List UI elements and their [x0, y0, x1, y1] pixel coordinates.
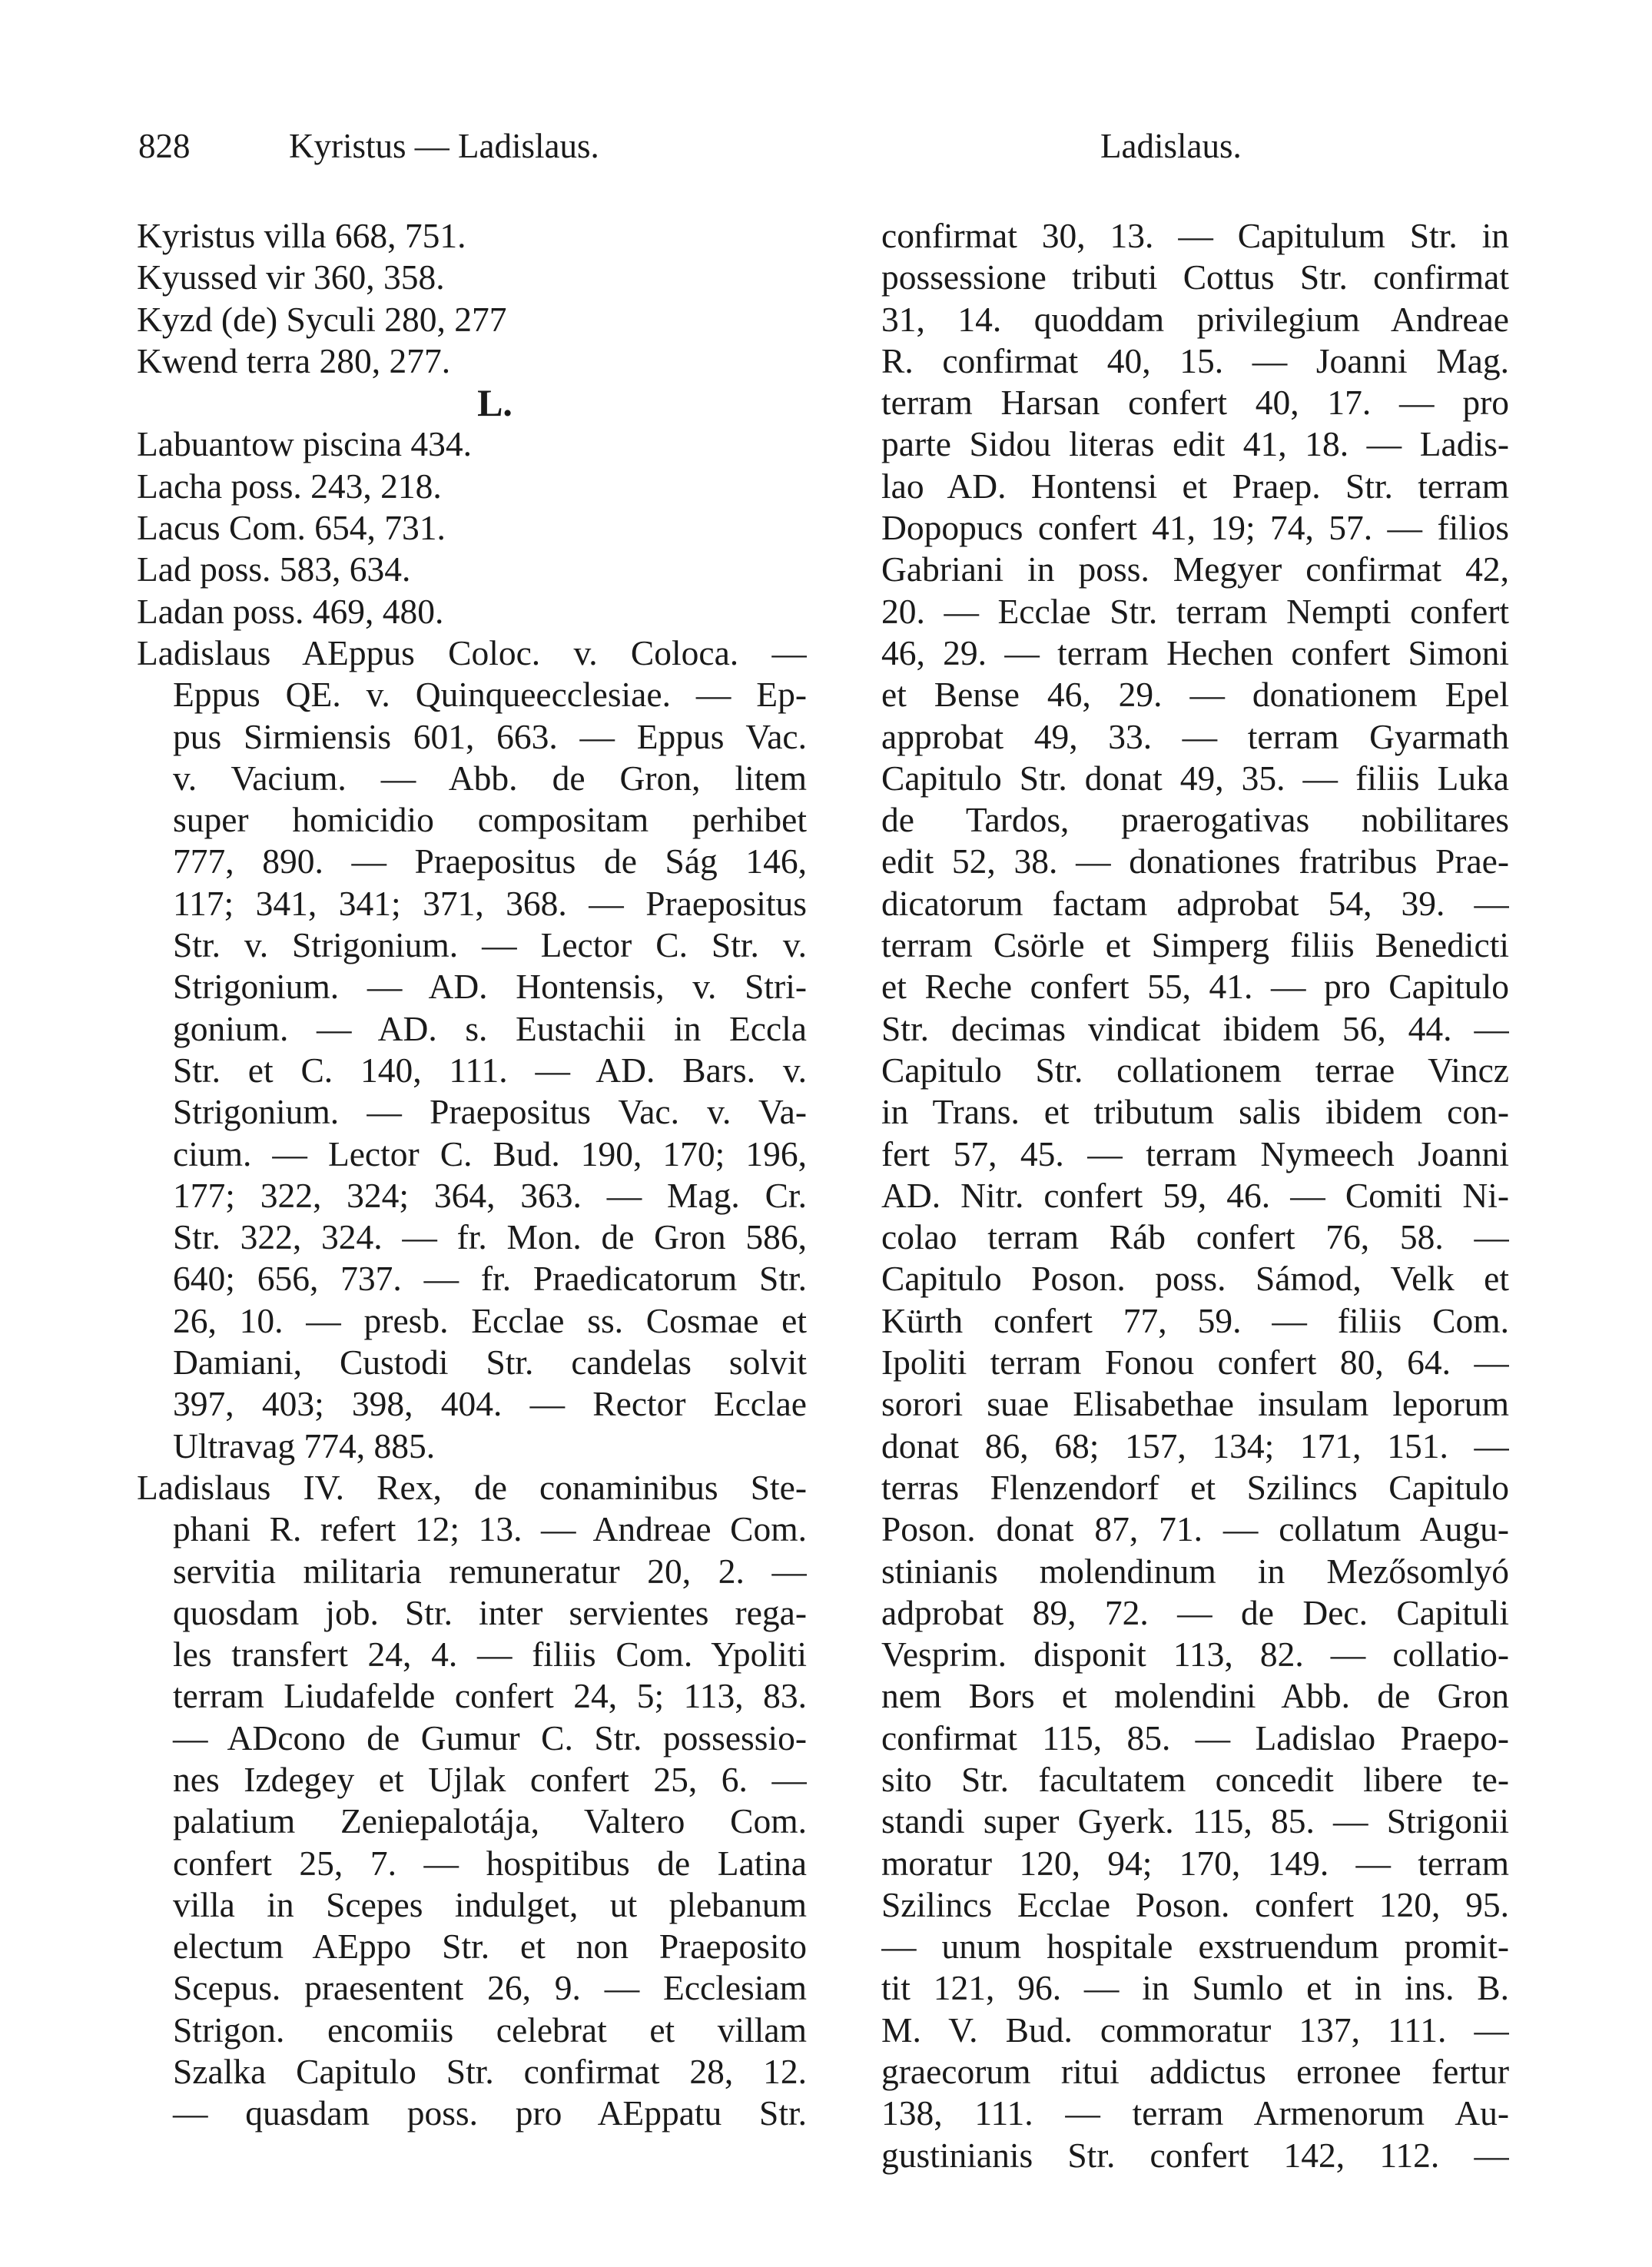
entry-continuation: v. Vacium. — Abb. de Gron, litem	[173, 758, 807, 798]
text-line: gustinianis Str. confert 142, 112. —	[881, 2135, 1509, 2175]
entry-continuation: Str. et C. 140, 111. — AD. Bars. v.	[173, 1050, 807, 1090]
entry-continuation: 397, 403; 398, 404. — Rector Ecclae	[173, 1384, 807, 1424]
text-line: Poson. donat 87, 71. — collatum Augu-	[881, 1509, 1509, 1549]
text-line: donat 86, 68; 157, 134; 171, 151. —	[881, 1426, 1509, 1465]
text-line: AD. Nitr. confert 59, 46. — Comiti Ni-	[881, 1175, 1509, 1215]
text-line: M. V. Bud. commoratur 137, 111. —	[881, 2010, 1509, 2050]
index-entry: Kyzd (de) Syculi 280, 277	[137, 299, 507, 339]
text-line: sorori suae Elisabethae insulam leporum	[881, 1384, 1509, 1424]
index-entry: Kwend terra 280, 277.	[137, 340, 451, 380]
entry-continuation: Strigonium. — Praepositus Vac. v. Va-	[173, 1092, 807, 1132]
entry-continuation: servitia militaria remuneratur 20, 2. —	[173, 1551, 807, 1591]
text-line: nem Bors et molendini Abb. de Gron	[881, 1676, 1509, 1716]
entry-continuation: — quasdam poss. pro AEppatu Str.	[173, 2093, 807, 2133]
text-line: terram Csörle et Simperg filiis Benedicti	[881, 925, 1509, 965]
text-line: edit 52, 38. — donationes fratribus Prae-	[881, 841, 1509, 881]
index-entry: Labuantow piscina 434.	[137, 424, 472, 464]
entry-continuation: les transfert 24, 4. — filiis Com. Ypoliti	[173, 1635, 807, 1675]
text-line: fert 57, 45. — terram Nymeech Joanni	[881, 1134, 1509, 1173]
entry-continuation: palatium Zeniepalotája, Valtero Com.	[173, 1801, 807, 1841]
text-line: et Reche confert 55, 41. — pro Capitulo	[881, 967, 1509, 1007]
text-line: colao terram Ráb confert 76, 58. —	[881, 1217, 1509, 1257]
index-entry: Kyussed vir 360, 358.	[137, 257, 445, 297]
entry-continuation: quosdam job. Str. inter servientes rega-	[173, 1592, 807, 1632]
text-line: Ipoliti terram Fonou confert 80, 64. —	[881, 1343, 1509, 1382]
entry-continuation: phani R. refert 12; 13. — Andreae Com.	[173, 1509, 807, 1549]
text-line: in Trans. et tributum salis ibidem con-	[881, 1092, 1509, 1132]
entry-continuation: 117; 341, 341; 371, 368. — Praepositus	[173, 883, 807, 923]
text-line: terram Harsan confert 40, 17. — pro	[881, 383, 1509, 423]
entry-continuation: pus Sirmiensis 601, 663. — Eppus Vac.	[173, 716, 807, 756]
text-line: R. confirmat 40, 15. — Joanni Mag.	[881, 340, 1509, 380]
entry-continuation: Scepus. praesentent 26, 9. — Ecclesiam	[173, 1968, 807, 2008]
text-line: Capitulo Str. donat 49, 35. — filiis Luka	[881, 758, 1509, 798]
right-column	[881, 215, 1509, 2176]
entry-continuation: 26, 10. — presb. Ecclae ss. Cosmae et	[173, 1300, 807, 1340]
running-head-left: Kyristus — Ladislaus.	[289, 127, 599, 165]
entry-continuation: 777, 890. — Praepositus de Ság 146,	[173, 841, 807, 881]
text-line: Szilincs Ecclae Poson. confert 120, 95.	[881, 1884, 1509, 1924]
entry-continuation: electum AEppo Str. et non Praeposito	[173, 1927, 807, 1967]
text-line: 46, 29. — terram Hechen confert Simoni	[881, 632, 1509, 672]
left-column	[137, 215, 807, 2135]
entry-continuation: terram Liudafelde confert 24, 5; 113, 83.	[173, 1676, 807, 1716]
page-number: 828	[138, 127, 191, 165]
index-entry: Ladan poss. 469, 480.	[137, 591, 444, 631]
index-entry-ladislaus-heading: Ladislaus AEppus Coloc. v. Coloca. —	[137, 632, 807, 672]
entry-continuation: Strigon. encomiis celebrat et villam	[173, 2010, 807, 2050]
text-line: — unum hospitale exstruendum promit-	[881, 1927, 1509, 1967]
entry-continuation: villa in Scepes indulget, ut plebanum	[173, 1884, 807, 1924]
text-line: sito Str. facultatem concedit libere te-	[881, 1759, 1509, 1799]
entry-continuation: Ultravag 774, 885.	[173, 1426, 436, 1465]
index-entry: Lad poss. 583, 634.	[137, 549, 411, 589]
index-entry: Lacha poss. 243, 218.	[137, 466, 442, 506]
text-line: et Bense 46, 29. — donationem Epel	[881, 675, 1509, 715]
entry-continuation: gonium. — AD. s. Eustachii in Eccla	[173, 1008, 807, 1048]
text-line: stinianis molendinum in Mezősomlyó	[881, 1551, 1509, 1591]
index-entry: Kyristus villa 668, 751.	[137, 216, 466, 255]
text-line: moratur 120, 94; 170, 149. — terram	[881, 1843, 1509, 1883]
text-line: approbat 49, 33. — terram Gyarmath	[881, 716, 1509, 756]
text-line: 20. — Ecclae Str. terram Nempti confert	[881, 591, 1509, 631]
entry-continuation: 640; 656, 737. — fr. Praedicatorum Str.	[173, 1259, 807, 1299]
text-line: 138, 111. — terram Armenorum Au-	[881, 2093, 1509, 2133]
text-line: de Tardos, praerogativas nobilitares	[881, 800, 1509, 840]
text-line: confirmat 115, 85. — Ladislao Praepo-	[881, 1718, 1509, 1758]
text-line: possessione tributi Cottus Str. confirmat	[881, 257, 1509, 297]
entry-continuation: cium. — Lector C. Bud. 190, 170; 196,	[173, 1134, 807, 1173]
entry-continuation: 177; 322, 324; 364, 363. — Mag. Cr.	[173, 1175, 807, 1215]
entry-continuation: Szalka Capitulo Str. confirmat 28, 12.	[173, 2052, 807, 2092]
text-line: lao AD. Hontensi et Praep. Str. terram	[881, 466, 1509, 506]
text-line: Kürth confert 77, 59. — filiis Com.	[881, 1300, 1509, 1340]
text-line: terras Flenzendorf et Szilincs Capitulo	[881, 1467, 1509, 1507]
entry-continuation: Strigonium. — AD. Hontensis, v. Stri-	[173, 967, 807, 1007]
text-line: Capitulo Poson. poss. Sámod, Velk et	[881, 1259, 1509, 1299]
text-line: graecorum ritui addictus erronee fertur	[881, 2052, 1509, 2092]
section-letter: L.	[477, 381, 513, 425]
entry-continuation: super homicidio compositam perhibet	[173, 800, 807, 840]
running-head-right: Ladislaus.	[1100, 127, 1242, 165]
text-line: tit 121, 96. — in Sumlo et in ins. B.	[881, 1968, 1509, 2008]
text-line: Dopopucs confert 41, 19; 74, 57. — filios	[881, 508, 1509, 548]
text-line: Capitulo Str. collationem terrae Vincz	[881, 1050, 1509, 1090]
entry-continuation: confert 25, 7. — hospitibus de Latina	[173, 1843, 807, 1883]
entry-continuation: Damiani, Custodi Str. candelas solvit	[173, 1343, 807, 1382]
text-line: 31, 14. quoddam privilegium Andreae	[881, 299, 1509, 339]
text-line: dicatorum factam adprobat 54, 39. —	[881, 883, 1509, 923]
entry-continuation: Str. 322, 324. — fr. Mon. de Gron 586,	[173, 1217, 807, 1257]
text-line: Vesprim. disponit 113, 82. — collatio-	[881, 1635, 1509, 1675]
text-line: standi super Gyerk. 115, 85. — Strigonii	[881, 1801, 1509, 1841]
entry-continuation: nes Izdegey et Ujlak confert 25, 6. —	[173, 1759, 807, 1799]
text-line: adprobat 89, 72. — de Dec. Capituli	[881, 1592, 1509, 1632]
text-line: parte Sidou literas edit 41, 18. — Ladis-	[881, 424, 1509, 464]
text-line: Gabriani in poss. Megyer confirmat 42,	[881, 549, 1509, 589]
entry-continuation: Eppus QE. v. Quinqueecclesiae. — Ep-	[173, 675, 807, 715]
entry-continuation: Str. v. Strigonium. — Lector C. Str. v.	[173, 925, 807, 965]
entry-continuation: — ADcono de Gumur C. Str. possessio-	[173, 1718, 807, 1758]
text-line: Str. decimas vindicat ibidem 56, 44. —	[881, 1008, 1509, 1048]
index-entry-ladislaus-iv-heading: Ladislaus IV. Rex, de conaminibus Ste-	[137, 1467, 807, 1507]
text-line: confirmat 30, 13. — Capitulum Str. in	[881, 216, 1509, 255]
index-entry: Lacus Com. 654, 731.	[137, 508, 446, 548]
